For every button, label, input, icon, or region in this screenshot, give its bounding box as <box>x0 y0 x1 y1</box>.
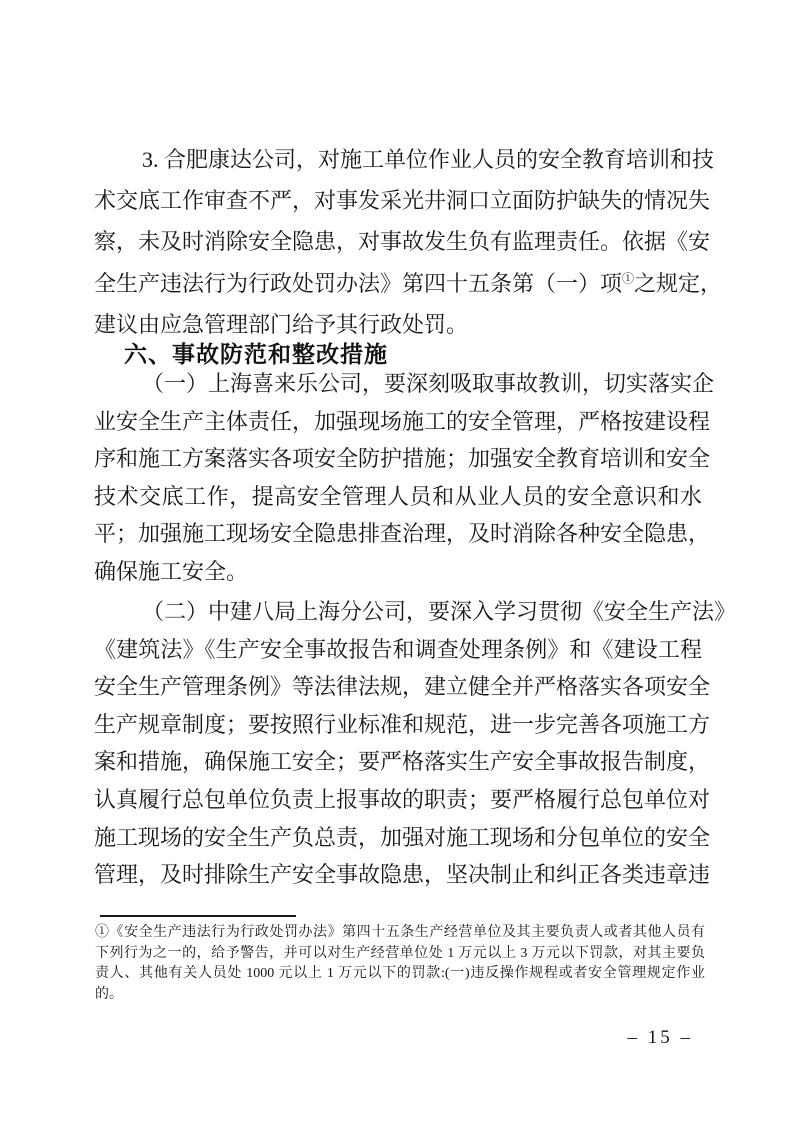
text-line: 全生产违法行为行政处罚办法》第四十五条第（一）项①之规定， <box>94 270 723 296</box>
text-line: 术交底工作审查不严，对事发采光井洞口立面防护缺失的情况失 <box>94 188 711 214</box>
footnote-separator <box>100 915 296 917</box>
text-line: 3. 合肥康达公司，对施工单位作业人员的安全教育培训和技 <box>142 147 715 172</box>
section-heading: 六、事故防范和整改措施 <box>124 341 388 367</box>
text-line: （二）中建八局上海分公司，要深入学习贯彻《安全生产法》 <box>142 599 737 624</box>
text-line: 管理，及时排除生产安全事故隐患，坚决制止和纠正各类违章违 <box>94 862 711 888</box>
text-line: 察，未及时消除安全隐患，对事故发生负有监理责任。依据《安 <box>94 229 711 255</box>
text-line: 安全生产管理条例》等法律法规，建立健全并严格落实各项安全 <box>94 674 711 700</box>
page-number: – 15 – <box>627 1027 693 1048</box>
footnote <box>95 923 705 1005</box>
text-line: 的。 <box>95 986 123 1002</box>
text-line: 《建筑法》《生产安全事故报告和调查处理条例》和《建设工程 <box>94 636 702 662</box>
text-line: 确保施工安全。 <box>94 558 249 584</box>
text-line: 生产规章制度；要按照行业标准和规范，进一步完善各项施工方 <box>94 711 711 737</box>
paragraph-measure-one <box>94 365 715 590</box>
text-line: 业安全生产主体责任，加强现场施工的安全管理，严格按建设程 <box>94 408 711 434</box>
text-line: 技术交底工作，提高安全管理人员和从业人员的安全意识和水 <box>94 483 702 509</box>
text-line: 序和施工方案落实各项安全防护措施；加强安全教育培训和安全 <box>94 446 711 471</box>
paragraph-penalty-recommendation <box>94 139 723 345</box>
paragraph-measure-two <box>94 593 737 894</box>
text-line: 责人、其他有关人员处 1000 元以上 1 万元以下的罚款:(一)违反操作规程或者安全管理规定作业 <box>95 966 705 981</box>
text-line: 平；加强施工现场安全隐患排查治理，及时消除各种安全隐患， <box>94 521 711 546</box>
text-line: ①《安全生产违法行为行政处罚办法》第四十五条生产经营单位及其主要负责人或者其他人员有 <box>95 925 705 940</box>
text-line: （一）上海喜来乐公司，要深刻吸取事故教训，切实落实企 <box>142 371 715 396</box>
text-line: 施工现场的安全生产负总责，加强对施工现场和分包单位的安全 <box>94 824 711 850</box>
footnote-reference-mark: ① <box>622 271 635 286</box>
text-line: 案和措施，确保施工安全；要严格落实生产安全事故报告制度， <box>94 749 711 775</box>
text-line: 认真履行总包单位负责上报事故的职责；要严格履行总包单位对 <box>94 786 711 812</box>
text-line: 下列行为之一的，给予警告，并可以对生产经营单位处 1 万元以上 3 万元以下罚款，对其主要负 <box>95 945 705 961</box>
text-line: 建议由应急管理部门给予其行政处罚。 <box>94 311 469 337</box>
